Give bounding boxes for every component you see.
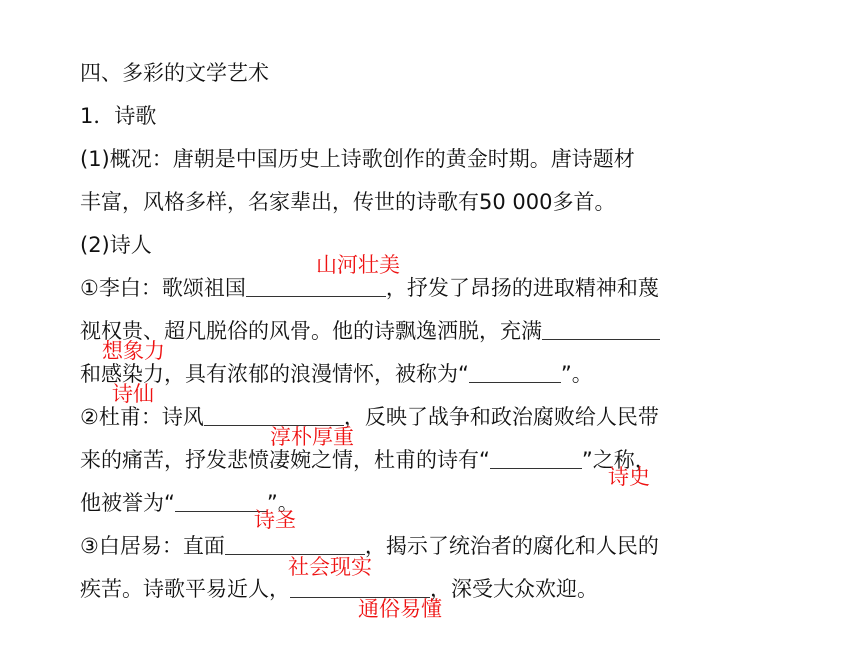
blank-4 <box>204 403 344 426</box>
answer-8: 通俗易懂 <box>358 597 442 621</box>
blank-2 <box>542 317 660 340</box>
answer-2: 想象力 <box>102 339 165 363</box>
dufu-text-b: ，反映了战争和政治腐败给人民带 <box>343 405 659 429</box>
poets-label: (2)诗人 <box>80 233 152 257</box>
answer-4: 淳朴厚重 <box>270 425 354 449</box>
answer-7: 社会现实 <box>288 555 372 579</box>
bai-text-b: ，揭示了统治者的腐化和人民的 <box>364 534 659 558</box>
blank-5 <box>490 446 582 469</box>
overview-line-2: 丰富，风格多样，名家辈出，传世的诗歌有50 000多首。 <box>80 190 616 214</box>
libai-line-2 <box>80 316 660 346</box>
dufu-text-d: ”之称， <box>581 448 656 472</box>
answer-6: 诗圣 <box>254 508 296 532</box>
libai-line-1 <box>80 273 659 303</box>
libai-text-c: 视权贵、超凡脱俗的风骨。他的诗飘逸洒脱，充满 <box>80 319 542 343</box>
dufu-text-e: 他被誉为“ <box>80 491 175 515</box>
dufu-line-1 <box>80 402 659 432</box>
libai-text-e: ”。 <box>560 362 593 386</box>
libai-line-3 <box>80 359 593 389</box>
bai-text-d: ，深受大众欢迎。 <box>430 577 598 601</box>
answer-1: 山河壮美 <box>316 253 400 277</box>
dufu-line-2 <box>80 445 656 475</box>
section-title: 四、多彩的文学艺术 <box>80 61 269 85</box>
answer-3: 诗仙 <box>112 382 154 406</box>
libai-text-d: 和感染力，具有浓郁的浪漫情怀，被称为“ <box>80 362 469 386</box>
blank-3 <box>469 360 561 383</box>
libai-text-a: ①李白：歌颂祖国 <box>80 276 246 300</box>
dufu-text-a: ②杜甫：诗风 <box>80 405 204 429</box>
bai-text-a: ③白居易：直面 <box>80 534 225 558</box>
subsection-poetry: 1．诗歌 <box>80 104 157 128</box>
bai-text-c: 疾苦。诗歌平易近人， <box>80 577 290 601</box>
overview-line-1: (1)概况：唐朝是中国历史上诗歌创作的黄金时期。唐诗题材 <box>80 147 635 171</box>
libai-text-b: ，抒发了昂扬的进取精神和蔑 <box>385 276 659 300</box>
answer-5: 诗史 <box>608 465 650 489</box>
blank-7 <box>225 532 365 555</box>
dufu-text-c: 来的痛苦，抒发悲愤凄婉之情，杜甫的诗有“ <box>80 448 490 472</box>
blank-1 <box>246 274 386 297</box>
dufu-text-f: ”。 <box>266 491 299 515</box>
